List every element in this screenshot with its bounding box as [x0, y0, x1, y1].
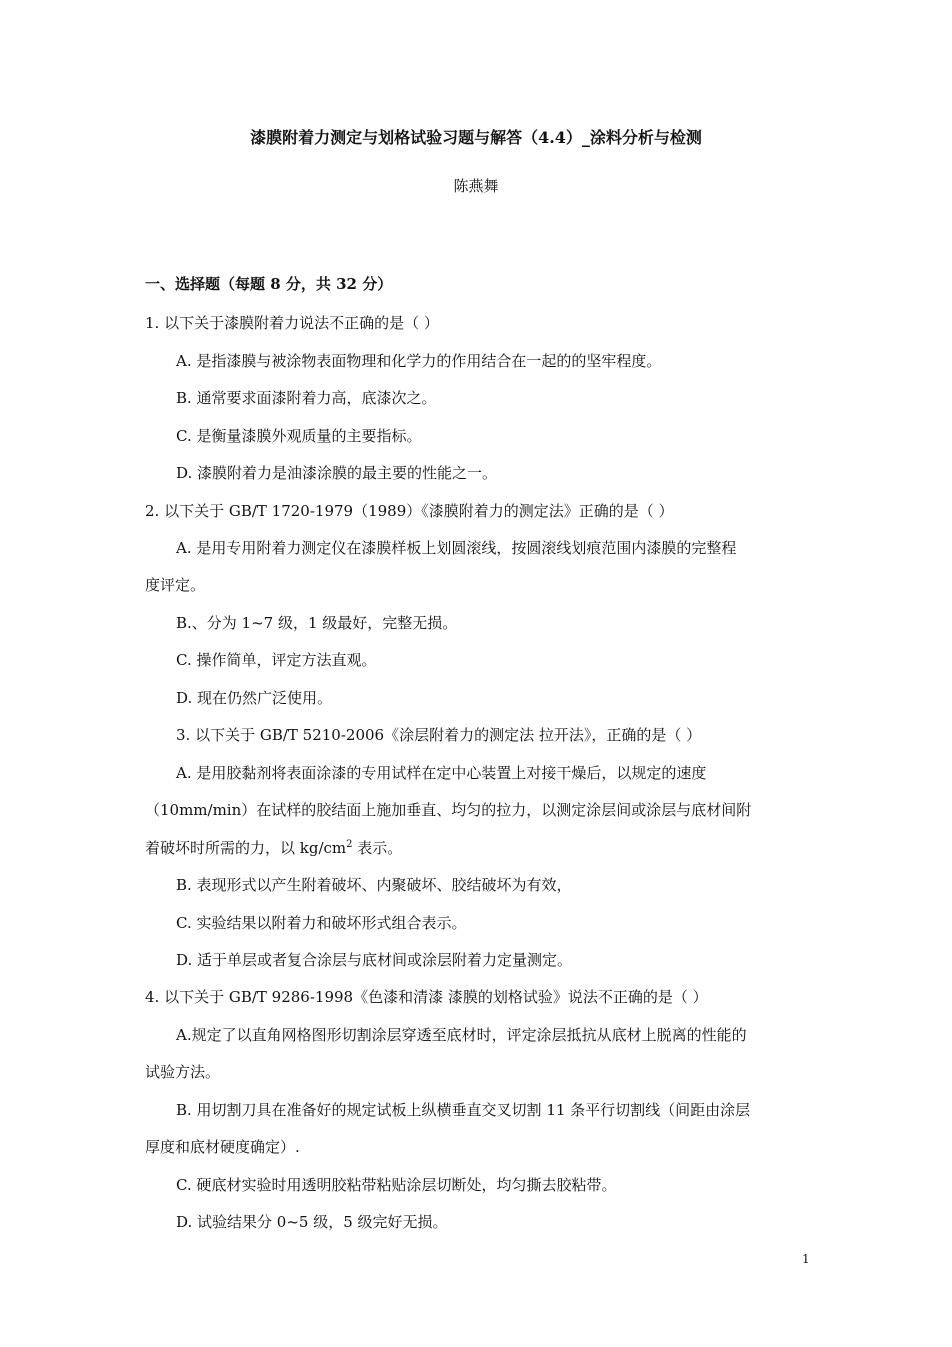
question-1-stem: 1. 以下关于漆膜附着力说法不正确的是（ ） [145, 314, 439, 332]
document-author: 陈燕舞 [453, 177, 499, 195]
question-3-option-a-line3-tail: 表示。 [352, 839, 403, 857]
question-4-option-b-line2: 厚度和底材硬度确定）. [145, 1138, 300, 1156]
question-4-option-b-line1: B. 用切割刀具在准备好的规定试板上纵横垂直交叉切割 11 条平行切割线（间距由涂层 [176, 1101, 751, 1119]
question-3-option-a-line1: A. 是用胶黏剂将表面涂漆的专用试样在定中心装置上对接干燥后，以规定的速度 [176, 764, 707, 782]
question-2-option-c: C. 操作简单，评定方法直观。 [176, 651, 377, 669]
superscript-2: 2 [346, 839, 353, 850]
question-3-stem: 3. 以下关于 GB/T 5210-2006《涂层附着力的测定法 拉开法》，正确的是（ ） [176, 726, 702, 744]
question-2-stem: 2. 以下关于 GB/T 1720-1979（1989）《漆膜附着力的测定法》正确的是（ ） [145, 502, 674, 520]
question-3-option-c: C. 实验结果以附着力和破坏形式组合表示。 [176, 914, 467, 932]
question-3-option-d: D. 适于单层或者复合涂层与底材间或涂层附着力定量测定。 [176, 951, 573, 969]
question-4-option-c: C. 硬底材实验时用透明胶粘带粘贴涂层切断处，均匀撕去胶粘带。 [176, 1176, 617, 1194]
question-2-option-b: B.、分为 1~7 级，1 级最好，完整无损。 [176, 614, 458, 632]
question-4-option-a-line2: 试验方法。 [145, 1063, 221, 1081]
question-4-option-a-line1: A.规定了以直角网格图形切割涂层穿透至底材时，评定涂层抵抗从底材上脱离的性能的 [176, 1026, 747, 1044]
question-2-option-a-line1: A. 是用专用附着力测定仪在漆膜样板上划圆滚线，按圆滚线划痕范围内漆膜的完整程 [176, 539, 737, 557]
page-number: 1 [802, 1252, 810, 1266]
question-2-option-d: D. 现在仍然广泛使用。 [176, 689, 333, 707]
question-1-option-c: C. 是衡量漆膜外观质量的主要指标。 [176, 427, 422, 445]
question-2-option-a-line2: 度评定。 [145, 576, 206, 594]
document-title: 漆膜附着力测定与划格试验习题与解答（4.4）_涂料分析与检测 [250, 128, 702, 147]
question-3-option-a-line3 [145, 838, 402, 858]
question-3-option-a-line2: （10mm/min）在试样的胶结面上施加垂直、均匀的拉力，以测定涂层间或涂层与底材间附 [145, 801, 752, 819]
section-heading: 一、选择题（每题 8 分，共 32 分） [145, 275, 393, 293]
question-3-option-a-line3-text: 着破坏时所需的力，以 kg/cm [145, 839, 347, 857]
question-3-option-b: B. 表现形式以产生附着破坏、内聚破坏、胶结破坏为有效， [176, 876, 572, 894]
question-1-option-d: D. 漆膜附着力是油漆涂膜的最主要的性能之一。 [176, 464, 498, 482]
question-4-stem: 4. 以下关于 GB/T 9286-1998《色漆和清漆 漆膜的划格试验》说法不正确的是（ ） [145, 988, 708, 1006]
question-1-option-a: A. 是指漆膜与被涂物表面物理和化学力的作用结合在一起的的坚牢程度。 [176, 352, 662, 370]
question-4-option-d: D. 试验结果分 0~5 级，5 级完好无损。 [176, 1213, 448, 1231]
question-1-option-b: B. 通常要求面漆附着力高，底漆次之。 [176, 389, 437, 407]
